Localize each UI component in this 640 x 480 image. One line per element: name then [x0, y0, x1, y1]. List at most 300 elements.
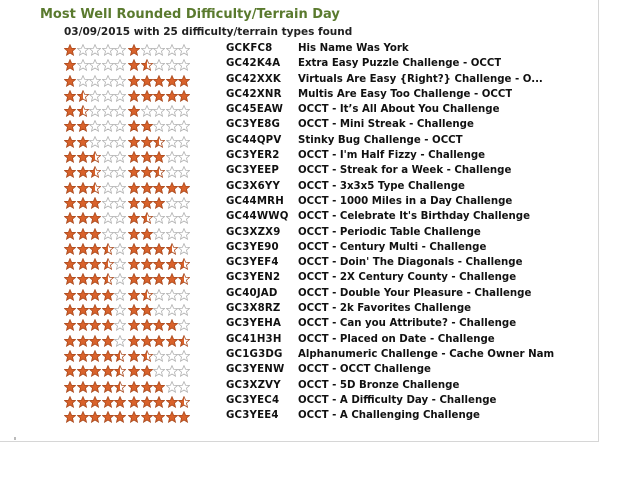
- cache-code-link[interactable]: GC3XZVY: [226, 379, 281, 391]
- star-icon: [64, 381, 76, 393]
- star-icon: [89, 243, 101, 255]
- star-icon: [178, 228, 190, 240]
- star-icon: [102, 273, 114, 285]
- star-icon: [89, 136, 101, 148]
- star-icon: [178, 151, 190, 163]
- star-icon: [153, 350, 165, 362]
- difficulty-rating: [64, 44, 127, 56]
- star-icon: [141, 151, 153, 163]
- star-icon: [166, 120, 178, 132]
- star-icon: [89, 105, 101, 117]
- terrain-rating: [128, 182, 191, 194]
- cache-name: Multis Are Easy Too Challenge - OCCT: [298, 88, 513, 100]
- star-icon: [89, 182, 101, 194]
- cache-code-link[interactable]: GC44MRH: [226, 195, 284, 207]
- star-icon: [178, 243, 190, 255]
- star-icon: [64, 335, 76, 347]
- cache-code-link[interactable]: GCKFC8: [226, 43, 273, 54]
- star-icon: [64, 59, 76, 71]
- star-icon: [141, 258, 153, 270]
- star-icon: [178, 182, 190, 194]
- star-icon: [166, 228, 178, 240]
- star-icon: [102, 182, 114, 194]
- star-icon: [64, 228, 76, 240]
- star-icon: [141, 90, 153, 102]
- cache-name: OCCT - A Difficulty Day - Challenge: [298, 394, 497, 406]
- star-icon: [128, 136, 140, 148]
- difficulty-rating: [64, 105, 127, 117]
- star-icon: [178, 273, 190, 285]
- difficulty-rating: [64, 319, 127, 331]
- star-icon: [77, 273, 89, 285]
- terrain-rating: [128, 319, 191, 331]
- cache-code-link[interactable]: GC44WWQ: [226, 211, 289, 223]
- star-icon: [64, 258, 76, 270]
- star-icon: [128, 258, 140, 270]
- star-icon: [77, 136, 89, 148]
- difficulty-rating: [64, 273, 127, 285]
- star-icon: [128, 243, 140, 255]
- star-icon: [128, 44, 140, 56]
- star-icon: [77, 105, 89, 117]
- star-icon: [141, 59, 153, 71]
- cache-name: Stinky Bug Challenge - OCCT: [298, 134, 463, 146]
- star-icon: [114, 197, 126, 209]
- results-summary: 03/09/2015 with 25 difficulty/terrain types found: [64, 26, 353, 38]
- cache-code-link[interactable]: GC3YEN2: [226, 272, 281, 284]
- star-icon: [89, 396, 101, 408]
- cache-code-link[interactable]: GC45EAW: [226, 104, 284, 116]
- star-icon: [114, 396, 126, 408]
- star-icon: [114, 136, 126, 148]
- cache-code-link[interactable]: GC41H3H: [226, 333, 282, 345]
- star-icon: [114, 289, 126, 301]
- cache-code-link[interactable]: GC1G3DG: [226, 348, 283, 360]
- star-icon: [166, 197, 178, 209]
- star-icon: [77, 151, 89, 163]
- star-icon: [64, 136, 76, 148]
- difficulty-rating: [64, 365, 127, 377]
- star-icon: [128, 105, 140, 117]
- star-icon: [102, 289, 114, 301]
- star-icon: [178, 411, 190, 423]
- star-icon: [166, 350, 178, 362]
- cache-code-link[interactable]: GC3YER2: [226, 150, 280, 162]
- star-icon: [153, 411, 165, 423]
- cache-code-link[interactable]: GC3YE90: [226, 241, 279, 253]
- star-icon: [102, 411, 114, 423]
- star-icon: [166, 273, 178, 285]
- cache-code-link[interactable]: GC3YENW: [226, 364, 285, 376]
- page-edge-mark: [14, 437, 16, 440]
- difficulty-rating: [64, 335, 127, 347]
- terrain-rating: [128, 59, 191, 71]
- star-icon: [114, 44, 126, 56]
- star-icon: [141, 197, 153, 209]
- star-icon: [141, 228, 153, 240]
- cache-name: OCCT - Mini Streak - Challenge: [298, 119, 474, 131]
- star-icon: [114, 151, 126, 163]
- cache-name: OCCT - Streak for a Week - Challenge: [298, 165, 512, 177]
- star-icon: [89, 335, 101, 347]
- star-icon: [89, 197, 101, 209]
- star-icon: [153, 243, 165, 255]
- cache-name: Extra Easy Puzzle Challenge - OCCT: [298, 58, 502, 70]
- star-icon: [153, 151, 165, 163]
- star-icon: [128, 197, 140, 209]
- star-icon: [64, 396, 76, 408]
- terrain-rating: [128, 75, 191, 87]
- difficulty-rating: [64, 228, 127, 240]
- terrain-rating: [128, 365, 191, 377]
- star-icon: [114, 182, 126, 194]
- star-icon: [102, 166, 114, 178]
- cache-name: OCCT - I'm Half Fizzy - Challenge: [298, 150, 486, 162]
- cache-code-link[interactable]: GC42XXK: [226, 73, 282, 85]
- star-icon: [89, 44, 101, 56]
- star-icon: [166, 396, 178, 408]
- star-icon: [153, 182, 165, 194]
- star-icon: [77, 59, 89, 71]
- cache-name: His Name Was York: [298, 43, 409, 54]
- star-icon: [77, 396, 89, 408]
- star-icon: [153, 365, 165, 377]
- star-icon: [128, 335, 140, 347]
- star-icon: [153, 59, 165, 71]
- star-icon: [128, 319, 140, 331]
- star-icon: [153, 90, 165, 102]
- star-icon: [153, 212, 165, 224]
- star-icon: [153, 75, 165, 87]
- cache-name: OCCT - Double Your Pleasure - Challenge: [298, 287, 532, 299]
- difficulty-rating: [64, 90, 127, 102]
- star-icon: [89, 228, 101, 240]
- star-icon: [77, 258, 89, 270]
- star-icon: [102, 381, 114, 393]
- star-icon: [102, 212, 114, 224]
- star-icon: [141, 136, 153, 148]
- star-icon: [102, 197, 114, 209]
- star-icon: [153, 136, 165, 148]
- star-icon: [166, 44, 178, 56]
- cache-code-link[interactable]: GC3XZX9: [226, 226, 281, 238]
- terrain-rating: [128, 350, 191, 362]
- star-icon: [128, 59, 140, 71]
- star-icon: [102, 228, 114, 240]
- star-icon: [178, 289, 190, 301]
- star-icon: [128, 228, 140, 240]
- star-icon: [89, 151, 101, 163]
- cache-code-link[interactable]: GC3YE8G: [226, 119, 281, 131]
- star-icon: [128, 182, 140, 194]
- star-icon: [102, 396, 114, 408]
- star-icon: [77, 335, 89, 347]
- difficulty-rating: [64, 381, 127, 393]
- cache-name: OCCT - 2X Century County - Challenge: [298, 272, 517, 284]
- star-icon: [166, 304, 178, 316]
- star-icon: [166, 289, 178, 301]
- star-icon: [64, 365, 76, 377]
- star-icon: [141, 120, 153, 132]
- star-icon: [102, 335, 114, 347]
- star-icon: [114, 243, 126, 255]
- star-icon: [114, 273, 126, 285]
- page-title: Most Well Rounded Difficulty/Terrain Day: [40, 7, 340, 22]
- terrain-rating: [128, 151, 191, 163]
- star-icon: [89, 59, 101, 71]
- star-icon: [89, 166, 101, 178]
- terrain-rating: [128, 411, 191, 423]
- star-icon: [114, 411, 126, 423]
- cache-name: OCCT - A Challenging Challenge: [298, 410, 480, 422]
- difficulty-rating: [64, 396, 127, 408]
- star-icon: [178, 381, 190, 393]
- terrain-rating: [128, 304, 191, 316]
- star-icon: [141, 182, 153, 194]
- star-icon: [102, 105, 114, 117]
- star-icon: [114, 335, 126, 347]
- star-icon: [102, 258, 114, 270]
- star-icon: [166, 59, 178, 71]
- star-icon: [153, 335, 165, 347]
- star-icon: [141, 335, 153, 347]
- star-icon: [89, 350, 101, 362]
- star-icon: [102, 136, 114, 148]
- star-icon: [128, 166, 140, 178]
- star-icon: [128, 120, 140, 132]
- star-icon: [141, 289, 153, 301]
- cache-code-link[interactable]: GC3YEEP: [226, 165, 280, 177]
- cache-name: OCCT - Can you Attribute? - Challenge: [298, 318, 517, 330]
- difficulty-rating: [64, 182, 127, 194]
- star-icon: [77, 381, 89, 393]
- cache-name: OCCT - Doin' The Diagonals - Challenge: [298, 257, 523, 269]
- star-icon: [64, 197, 76, 209]
- star-icon: [153, 289, 165, 301]
- cache-code-link[interactable]: GC3YEF4: [226, 257, 279, 269]
- star-icon: [166, 212, 178, 224]
- cache-name: OCCT - 3x3x5 Type Challenge: [298, 180, 465, 192]
- cache-code-link[interactable]: GC44QPV: [226, 134, 282, 146]
- star-icon: [77, 182, 89, 194]
- star-icon: [114, 166, 126, 178]
- star-icon: [102, 75, 114, 87]
- star-icon: [64, 105, 76, 117]
- star-icon: [128, 151, 140, 163]
- star-icon: [166, 411, 178, 423]
- star-icon: [153, 44, 165, 56]
- star-icon: [141, 396, 153, 408]
- star-icon: [89, 381, 101, 393]
- star-icon: [64, 243, 76, 255]
- star-icon: [89, 304, 101, 316]
- difficulty-rating: [64, 166, 127, 178]
- star-icon: [114, 75, 126, 87]
- cache-name: OCCT - It’s All About You Challenge: [298, 104, 500, 116]
- star-icon: [141, 212, 153, 224]
- star-icon: [153, 319, 165, 331]
- star-icon: [64, 182, 76, 194]
- star-icon: [166, 75, 178, 87]
- star-icon: [128, 289, 140, 301]
- star-icon: [153, 381, 165, 393]
- cache-name: OCCT - Placed on Date - Challenge: [298, 333, 495, 345]
- cache-code-link[interactable]: GC3X6YY: [226, 180, 281, 192]
- star-icon: [77, 212, 89, 224]
- star-icon: [114, 350, 126, 362]
- cache-code-link[interactable]: GC42K4A: [226, 58, 281, 70]
- star-icon: [166, 365, 178, 377]
- star-icon: [64, 350, 76, 362]
- star-icon: [89, 411, 101, 423]
- cache-code-link[interactable]: GC3X8RZ: [226, 303, 281, 315]
- cache-name: OCCT - Periodic Table Challenge: [298, 226, 481, 238]
- star-icon: [141, 166, 153, 178]
- star-icon: [102, 365, 114, 377]
- star-icon: [178, 319, 190, 331]
- star-icon: [166, 136, 178, 148]
- star-icon: [166, 90, 178, 102]
- cache-name: Virtuals Are Easy {Right?} Challenge - O...: [298, 73, 543, 85]
- star-icon: [128, 411, 140, 423]
- star-icon: [77, 44, 89, 56]
- star-icon: [141, 105, 153, 117]
- star-icon: [178, 304, 190, 316]
- star-icon: [166, 166, 178, 178]
- difficulty-rating: [64, 243, 127, 255]
- cache-name: OCCT - 5D Bronze Challenge: [298, 379, 460, 391]
- terrain-rating: [128, 212, 191, 224]
- star-icon: [128, 212, 140, 224]
- star-icon: [153, 197, 165, 209]
- star-icon: [114, 120, 126, 132]
- star-icon: [153, 166, 165, 178]
- star-icon: [128, 273, 140, 285]
- star-icon: [102, 350, 114, 362]
- star-icon: [114, 228, 126, 240]
- cache-name: OCCT - Celebrate It's Birthday Challenge: [298, 211, 530, 223]
- star-icon: [178, 365, 190, 377]
- star-icon: [77, 319, 89, 331]
- star-icon: [153, 396, 165, 408]
- star-icon: [114, 105, 126, 117]
- cache-name: OCCT - 1000 Miles in a Day Challenge: [298, 195, 513, 207]
- difficulty-rating: [64, 136, 127, 148]
- terrain-rating: [128, 105, 191, 117]
- star-icon: [141, 75, 153, 87]
- terrain-rating: [128, 90, 191, 102]
- cache-name: Alphanumeric Challenge - Cache Owner Nam: [298, 348, 555, 360]
- star-icon: [114, 304, 126, 316]
- terrain-rating: [128, 273, 191, 285]
- cache-code-link[interactable]: GC3YEHA: [226, 318, 282, 330]
- star-icon: [77, 197, 89, 209]
- star-icon: [77, 243, 89, 255]
- cache-code-link[interactable]: GC3YEE4: [226, 410, 279, 422]
- terrain-rating: [128, 120, 191, 132]
- star-icon: [89, 258, 101, 270]
- star-icon: [141, 273, 153, 285]
- cache-code-link[interactable]: GC42XNR: [226, 88, 282, 100]
- star-icon: [128, 90, 140, 102]
- star-icon: [178, 120, 190, 132]
- star-icon: [77, 75, 89, 87]
- star-icon: [64, 212, 76, 224]
- star-icon: [102, 304, 114, 316]
- difficulty-rating: [64, 411, 127, 423]
- star-icon: [114, 258, 126, 270]
- star-icon: [114, 319, 126, 331]
- star-icon: [178, 197, 190, 209]
- star-icon: [141, 319, 153, 331]
- star-icon: [166, 319, 178, 331]
- star-icon: [153, 304, 165, 316]
- star-icon: [128, 75, 140, 87]
- cache-code-link[interactable]: GC3YEC4: [226, 394, 280, 406]
- difficulty-rating: [64, 75, 127, 87]
- star-icon: [178, 44, 190, 56]
- star-icon: [141, 44, 153, 56]
- star-icon: [153, 120, 165, 132]
- difficulty-rating: [64, 350, 127, 362]
- star-icon: [114, 59, 126, 71]
- star-icon: [114, 365, 126, 377]
- star-icon: [166, 335, 178, 347]
- star-icon: [77, 166, 89, 178]
- star-icon: [178, 212, 190, 224]
- difficulty-rating: [64, 258, 127, 270]
- star-icon: [89, 289, 101, 301]
- star-icon: [178, 90, 190, 102]
- star-icon: [114, 90, 126, 102]
- terrain-rating: [128, 258, 191, 270]
- star-icon: [128, 396, 140, 408]
- terrain-rating: [128, 136, 191, 148]
- star-icon: [178, 335, 190, 347]
- difficulty-rating: [64, 212, 127, 224]
- terrain-rating: [128, 335, 191, 347]
- star-icon: [89, 319, 101, 331]
- star-icon: [102, 59, 114, 71]
- star-icon: [128, 365, 140, 377]
- star-icon: [64, 166, 76, 178]
- star-icon: [77, 365, 89, 377]
- star-icon: [178, 396, 190, 408]
- star-icon: [141, 381, 153, 393]
- cache-name: OCCT - Century Multi - Challenge: [298, 241, 487, 253]
- star-icon: [128, 304, 140, 316]
- terrain-rating: [128, 197, 191, 209]
- cache-code-link[interactable]: GC40JAD: [226, 287, 278, 299]
- star-icon: [64, 151, 76, 163]
- star-icon: [178, 258, 190, 270]
- terrain-rating: [128, 44, 191, 56]
- star-icon: [102, 120, 114, 132]
- star-icon: [102, 319, 114, 331]
- star-icon: [77, 120, 89, 132]
- star-icon: [102, 90, 114, 102]
- star-icon: [166, 105, 178, 117]
- star-icon: [178, 105, 190, 117]
- star-icon: [141, 411, 153, 423]
- cache-name: OCCT - 2k Favorites Challenge: [298, 303, 472, 315]
- star-icon: [102, 243, 114, 255]
- star-icon: [89, 75, 101, 87]
- star-icon: [166, 243, 178, 255]
- star-icon: [178, 166, 190, 178]
- star-icon: [166, 151, 178, 163]
- star-icon: [64, 44, 76, 56]
